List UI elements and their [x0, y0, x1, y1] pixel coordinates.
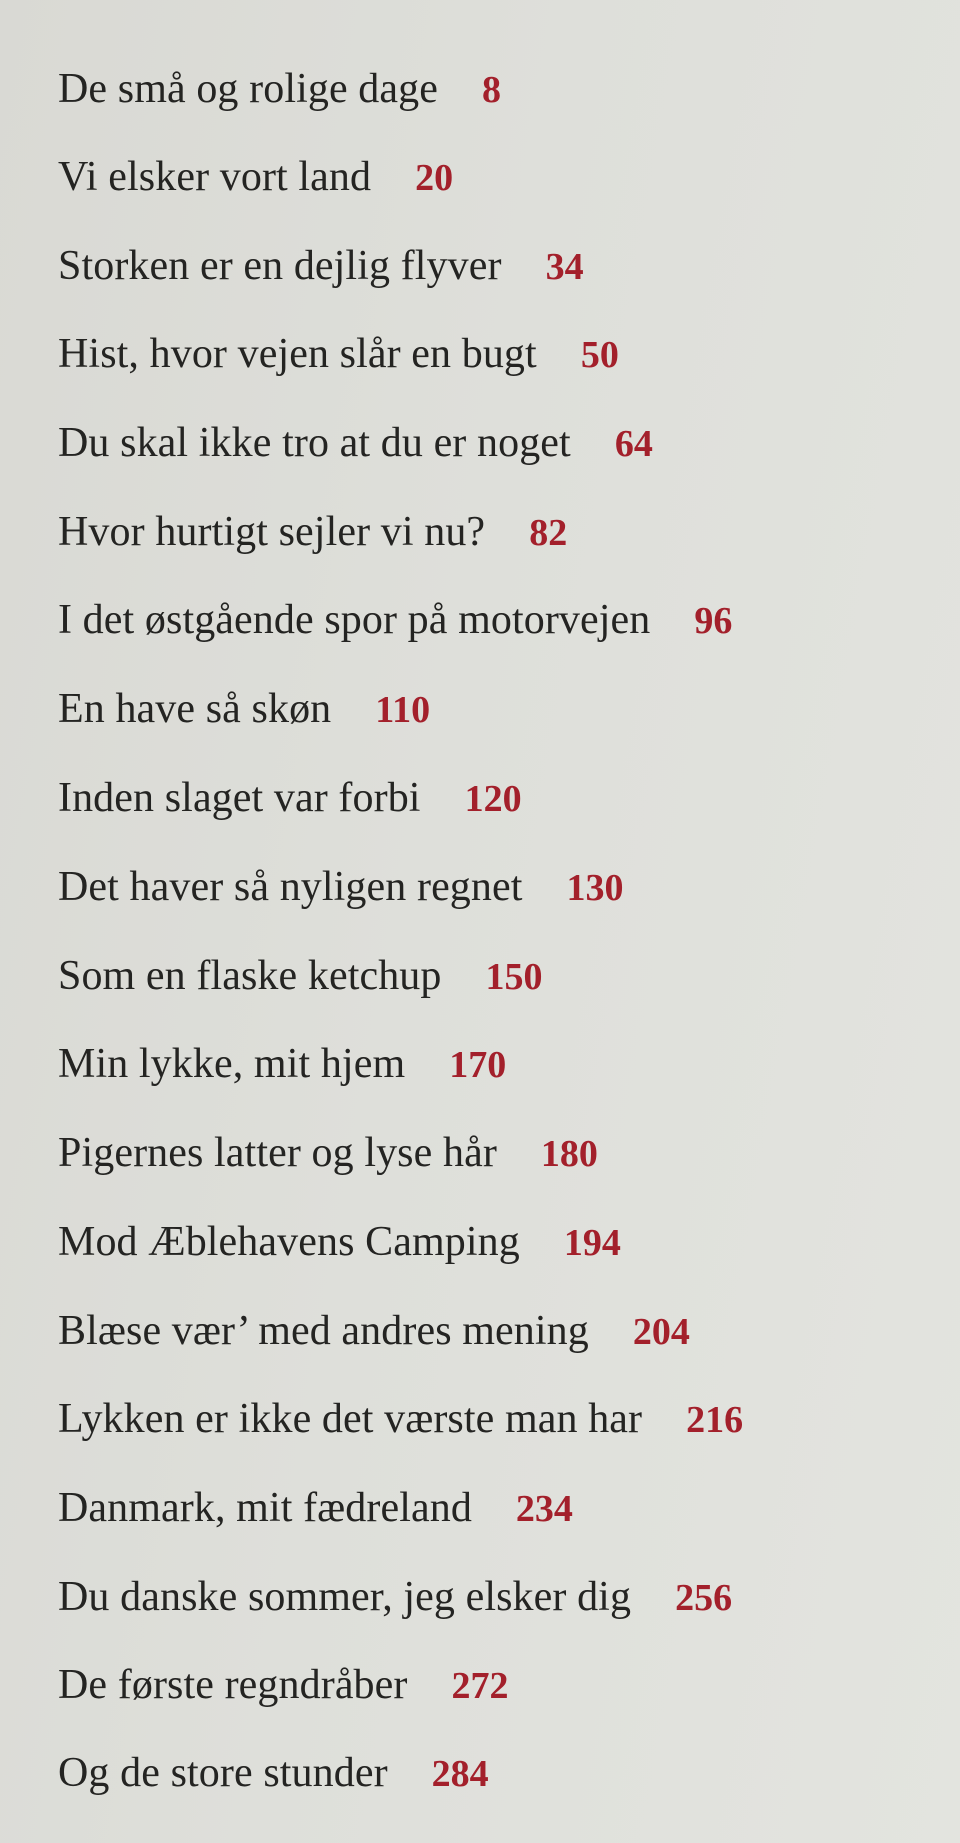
- toc-entry-page: 170: [449, 1044, 507, 1086]
- toc-entry: [58, 1398, 743, 1440]
- toc-entry-title: Vi elsker vort land: [58, 154, 372, 200]
- toc-entry-title: Hvor hurtigt sejler vi nu?: [58, 509, 486, 555]
- toc-entry: [58, 245, 584, 287]
- toc-entry-title: Mod Æblehavens Camping: [58, 1219, 520, 1265]
- toc-entry-title: Pigernes latter og lyse hår: [58, 1130, 497, 1176]
- toc-entry-title: Lykken er ikke det værste man har: [58, 1396, 643, 1442]
- toc-entry-page: 194: [563, 1222, 621, 1264]
- toc-entry-page: 82: [529, 512, 568, 554]
- toc-entry: [58, 599, 732, 641]
- toc-entry-page: 50: [580, 334, 619, 376]
- toc-entry-page: 204: [632, 1311, 690, 1353]
- toc-entry: [58, 1221, 621, 1263]
- toc-entry-page: 180: [540, 1133, 598, 1175]
- toc-entry: [58, 1132, 598, 1174]
- toc-entry: [58, 1576, 732, 1618]
- toc-entry-title: Inden slaget var forbi: [58, 775, 421, 821]
- toc-entry-page: 64: [614, 423, 653, 465]
- toc-entry-page: 96: [694, 600, 733, 642]
- toc-entry: [58, 1752, 489, 1794]
- toc-entry: [58, 1043, 506, 1085]
- toc-entry-page: 34: [545, 246, 584, 288]
- toc-entry-page: 150: [485, 956, 543, 998]
- toc-entry-title: En have så skøn: [58, 686, 332, 732]
- toc-entry-page: 284: [431, 1753, 489, 1795]
- toc-entry: [58, 1310, 690, 1352]
- toc-entry-title: I det østgående spor på motorvejen: [58, 597, 651, 643]
- toc-entry-title: Og de store stunder: [58, 1750, 388, 1796]
- toc-entry-title: De små og rolige dage: [58, 66, 438, 112]
- toc-entry: [58, 1487, 573, 1529]
- toc-entry-page: 272: [451, 1665, 509, 1707]
- toc-entry-title: De første regndråber: [58, 1662, 408, 1708]
- toc-entry-page: 20: [415, 157, 454, 199]
- toc-entry-title: Du skal ikke tro at du er noget: [58, 420, 571, 466]
- toc-entry-title: Du danske sommer, jeg elsker dig: [58, 1574, 632, 1620]
- toc-entry-page: 120: [464, 778, 522, 820]
- toc-entry-title: Som en flaske ketchup: [58, 953, 442, 999]
- toc-entry-title: Danmark, mit fædreland: [58, 1485, 472, 1531]
- toc-entry: [58, 1664, 508, 1706]
- toc-entry-title: Det haver så nyligen regnet: [58, 864, 523, 910]
- toc-entry: [58, 777, 522, 819]
- toc-entry-page: 216: [686, 1399, 744, 1441]
- toc-entry: [58, 68, 501, 110]
- toc-entry-title: Hist, hvor vejen slår en bugt: [58, 331, 537, 377]
- toc-entry-page: 256: [675, 1577, 733, 1619]
- toc-entry-title: Storken er en dejlig flyver: [58, 243, 502, 289]
- toc-entry: [58, 333, 619, 375]
- toc-entry: [58, 866, 624, 908]
- toc-entry: [58, 156, 453, 198]
- toc-entry-page: 8: [481, 69, 501, 111]
- toc-entry-page: 130: [566, 867, 624, 909]
- toc-entry-page: 234: [515, 1488, 573, 1530]
- toc-entry-page: 110: [375, 689, 431, 731]
- toc-entry: [58, 955, 543, 997]
- toc-entry: [58, 688, 430, 730]
- toc-entry: [58, 511, 567, 553]
- toc-entry-title: Blæse vær’ med andres mening: [58, 1308, 589, 1354]
- toc-entry-title: Min lykke, mit hjem: [58, 1041, 406, 1087]
- toc-entry: [58, 422, 653, 464]
